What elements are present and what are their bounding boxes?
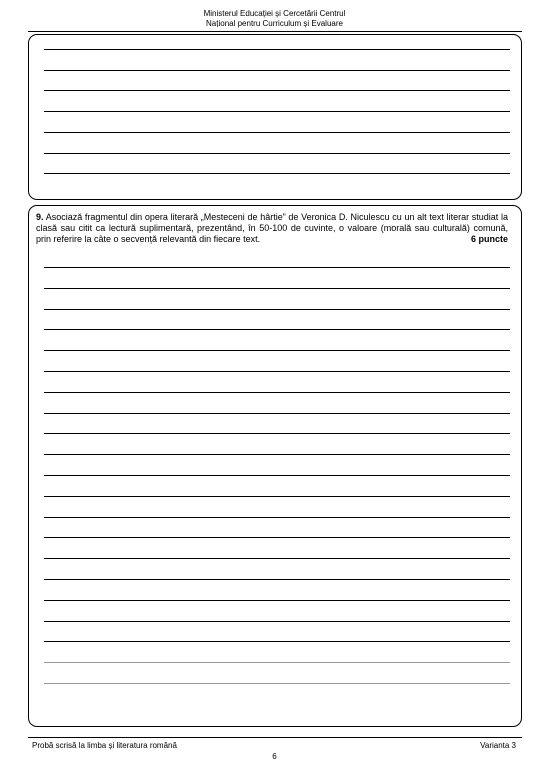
footer-exam-title: Probă scrisă la limba și literatura română [32, 741, 177, 750]
writing-line [44, 558, 510, 559]
writing-line [44, 288, 510, 289]
writing-line [44, 537, 510, 538]
page-number: 6 [272, 752, 277, 761]
answer-box-previous[interactable] [28, 34, 522, 200]
writing-line [44, 621, 510, 622]
writing-line [44, 683, 510, 684]
footer-divider [28, 737, 522, 738]
writing-line [44, 309, 510, 310]
writing-line [44, 173, 510, 174]
writing-line [44, 371, 510, 372]
question-9 [36, 212, 508, 245]
question-text: Asociază fragmentul din opera literară „Mesteceni de hârtie” de Veronica D. Niculescu cu un alt text literar studiat la clasă sau citit ca lectură suplimentară, prezentând, în 50-100 de cuvinte, o valoare (morală sau culturală) comună, prin referire la câte o secvență relevantă din fiecare text. [36, 212, 508, 244]
question-points: 6 puncte [470, 234, 508, 244]
writing-line [44, 153, 510, 154]
writing-line [44, 433, 510, 434]
writing-line [44, 90, 510, 91]
writing-line [44, 662, 510, 663]
writing-line [44, 600, 510, 601]
answer-box-question-9[interactable] [28, 205, 522, 727]
writing-line [44, 641, 510, 642]
writing-line [44, 496, 510, 497]
writing-line [44, 392, 510, 393]
writing-line [44, 454, 510, 455]
footer-variant: Varianta 3 [480, 741, 516, 750]
header-line-1: Ministerul Educației și Cercetării Centrul [203, 9, 346, 18]
page-header [0, 9, 549, 29]
writing-line [44, 517, 510, 518]
header-line-2: Național pentru Curriculum și Evaluare [206, 19, 343, 28]
writing-line [44, 579, 510, 580]
writing-line [44, 267, 510, 268]
writing-line [44, 111, 510, 112]
writing-line [44, 132, 510, 133]
question-number: 9. [36, 212, 44, 222]
writing-line [44, 49, 510, 50]
writing-line [44, 413, 510, 414]
writing-line [44, 70, 510, 71]
writing-line [44, 350, 510, 351]
writing-line [44, 475, 510, 476]
header-divider [28, 31, 522, 32]
writing-line [44, 329, 510, 330]
